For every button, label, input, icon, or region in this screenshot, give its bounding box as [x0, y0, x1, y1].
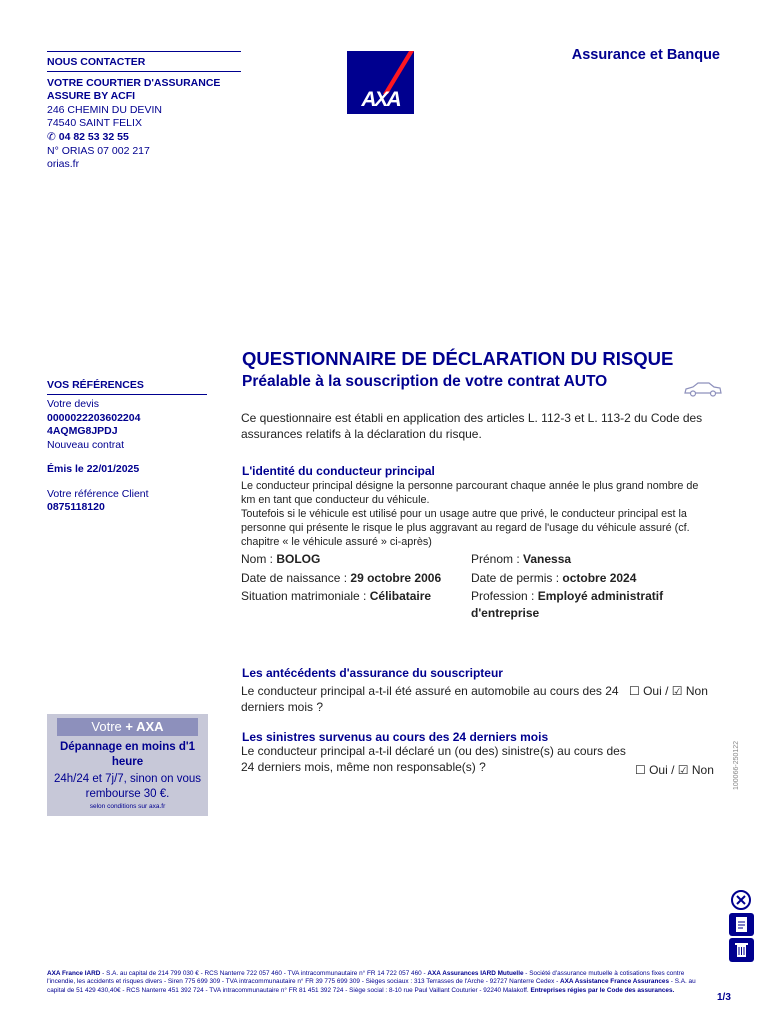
promo-body: 24h/24 et 7j/7, sinon on vous rembourse 30 €. — [53, 773, 202, 800]
name-value: BOLOG — [276, 552, 321, 566]
footer-text1: - S.A. au capital de 214 799 030 € - RCS Nanterre 722 057 460 - TVA intracommunautaire n° FR 14 722 057 460 - — [100, 970, 428, 977]
contact-rule — [47, 71, 241, 72]
legal-footer — [47, 970, 697, 995]
address-line2: 74540 SAINT FELIX — [47, 117, 142, 129]
broker-line1: VOTRE COURTIER D'ASSURANCE — [47, 77, 221, 89]
intro-text — [241, 411, 702, 442]
page-title: QUESTIONNAIRE DE DÉCLARATION DU RISQUE — [242, 348, 674, 369]
history-answer-checkbox[interactable]: ☐ Oui / ☑ Non — [629, 684, 708, 698]
driver-p2-line2: personne qui présente le risque le plus aggravant au regard de l'usage du véhicule assuré (cf. — [241, 522, 690, 534]
broker-line2: ASSURE BY ACFI — [47, 90, 136, 102]
address-line1: 246 CHEMIN DU DEVIN — [47, 104, 162, 116]
field-marital-status — [241, 588, 431, 605]
references-rule — [47, 394, 207, 395]
profession-value-line1: Employé administratif — [537, 589, 664, 603]
intro-line2: assurances relatifs à la déclaration du risque. — [241, 426, 482, 441]
footer-text3: - S.A. au capital de 51 429 430,40€ - RCS Nanterre 451 392 724 - TVA intracommunautaire n° FR 81 451 392 724 - Siège social : 8-10 rue Paul Vaillant Couturier - 92240 Malakoff. — [47, 978, 696, 994]
claims-answer-checkbox[interactable]: ☐ Oui / ☑ Non — [635, 763, 714, 777]
promo-pill — [57, 718, 198, 736]
contact-heading: NOUS CONTACTER — [47, 56, 146, 68]
axa-logo-text: AXA — [361, 88, 400, 111]
history-heading: Les antécédents d'assurance du souscripteur — [242, 666, 503, 680]
field-firstname — [471, 551, 571, 568]
intro-line1: Ce questionnaire est établi en application des articles L. 112-3 et L. 113-2 du Code des — [241, 411, 703, 425]
quote-code: 4AQMG8JPDJ — [47, 425, 118, 437]
field-birthdate — [241, 570, 441, 587]
field-permit-date — [471, 570, 636, 587]
quote-number: 0000022203602204 — [47, 412, 141, 424]
marital-label: Situation matrimoniale : — [241, 589, 370, 603]
footer-entity2: AXA Assurances IARD Mutuelle — [427, 970, 524, 977]
claims-q-line1: Le conducteur principal a-t-il déclaré un (ou des) sinistre(s) au cours des — [241, 744, 626, 758]
claims-q-line2: 24 derniers mois, même non responsable(s) ? — [241, 759, 486, 774]
footer-entity1: AXA France IARD — [47, 970, 101, 977]
phone-line[interactable] — [47, 131, 129, 145]
footer-entity3: AXA Assistance France Assurances — [559, 978, 670, 986]
contract-type: Nouveau contrat — [47, 439, 125, 451]
page-subtitle: Préalable à la souscription de votre contrat AUTO — [242, 373, 608, 390]
promo-pill-brand: + AXA — [125, 719, 164, 734]
history-question — [241, 684, 619, 715]
phone-icon: ✆ — [47, 131, 56, 143]
document-icon — [729, 913, 754, 936]
driver-p2-line3: chapitre « le véhicule assuré » ci-après) — [241, 536, 432, 548]
marital-value: Célibataire — [369, 589, 432, 603]
quote-label: Votre devis — [47, 398, 99, 410]
footer-text2: - Société d'assurance mutuelle à cotisations fixes contre l'incendie, les accidents et risques divers - Siren 775 699 309 - TVA intracommunautaire n° FR 39 775 699 309 - Sièges sociaux : 313 Terrasses de l'Arche - 92727 Nanterre Cedex - — [47, 970, 685, 986]
orias-number: N° ORIAS 07 002 217 — [47, 145, 150, 157]
permit-value: octobre 2024 — [562, 571, 637, 585]
footer-regulation: Entreprises régies par le Code des assurances. — [530, 986, 675, 994]
driver-heading: L'identité du conducteur principal — [242, 464, 435, 478]
issue-date: Émis le 22/01/2025 — [47, 463, 140, 475]
claims-heading: Les sinistres survenus au cours des 24 derniers mois — [242, 730, 549, 744]
client-ref-label: Votre référence Client — [47, 488, 149, 500]
accessibility-icon — [729, 890, 754, 910]
axa-logo — [347, 51, 414, 114]
contact-top-rule — [47, 51, 241, 52]
profession-value-line2: d'entreprise — [471, 606, 540, 620]
field-name — [241, 551, 320, 568]
profession-label: Profession : — [471, 589, 538, 603]
promo-headline: Dépannage en moins d'1 heure — [59, 741, 195, 768]
driver-p1-line1: Le conducteur principal désigne la personne parcourant chaque année le plus grand nombre de — [241, 480, 699, 492]
client-ref: 0875118120 — [47, 501, 105, 513]
firstname-label: Prénom : — [471, 552, 524, 566]
history-q-line2: derniers mois ? — [241, 699, 324, 714]
firstname-value: Vanessa — [523, 552, 572, 566]
promo-box — [47, 714, 208, 816]
orias-link[interactable]: orias.fr — [47, 158, 80, 170]
references-heading: VOS RÉFÉRENCES — [47, 379, 144, 391]
phone-number: 04 82 53 32 55 — [58, 131, 129, 143]
page-number: 1/3 — [717, 992, 731, 1003]
claims-question — [241, 744, 626, 775]
promo-conditions: selon conditions sur axa.fr — [89, 803, 166, 810]
driver-description — [241, 479, 721, 549]
recycle-bin-icon — [729, 938, 754, 962]
field-profession — [471, 588, 711, 622]
birth-value: 29 octobre 2006 — [350, 571, 442, 585]
document-code: 100066-250122 — [733, 740, 740, 790]
driver-p2-line1: Toutefois si le véhicule est utilisé pour un usage autre que privé, le conducteur principal est la — [241, 508, 687, 520]
history-q-line1: Le conducteur principal a-t-il été assuré en automobile au cours des 24 — [241, 684, 619, 698]
driver-p1-line2: km en tant que conducteur du véhicule. — [241, 494, 430, 506]
car-icon — [683, 380, 723, 398]
permit-label: Date de permis : — [471, 571, 563, 585]
name-label: Nom : — [241, 552, 277, 566]
brand-tagline: Assurance et Banque — [571, 47, 720, 63]
birth-label: Date de naissance : — [241, 571, 351, 585]
promo-pill-prefix: Votre — [91, 719, 126, 734]
